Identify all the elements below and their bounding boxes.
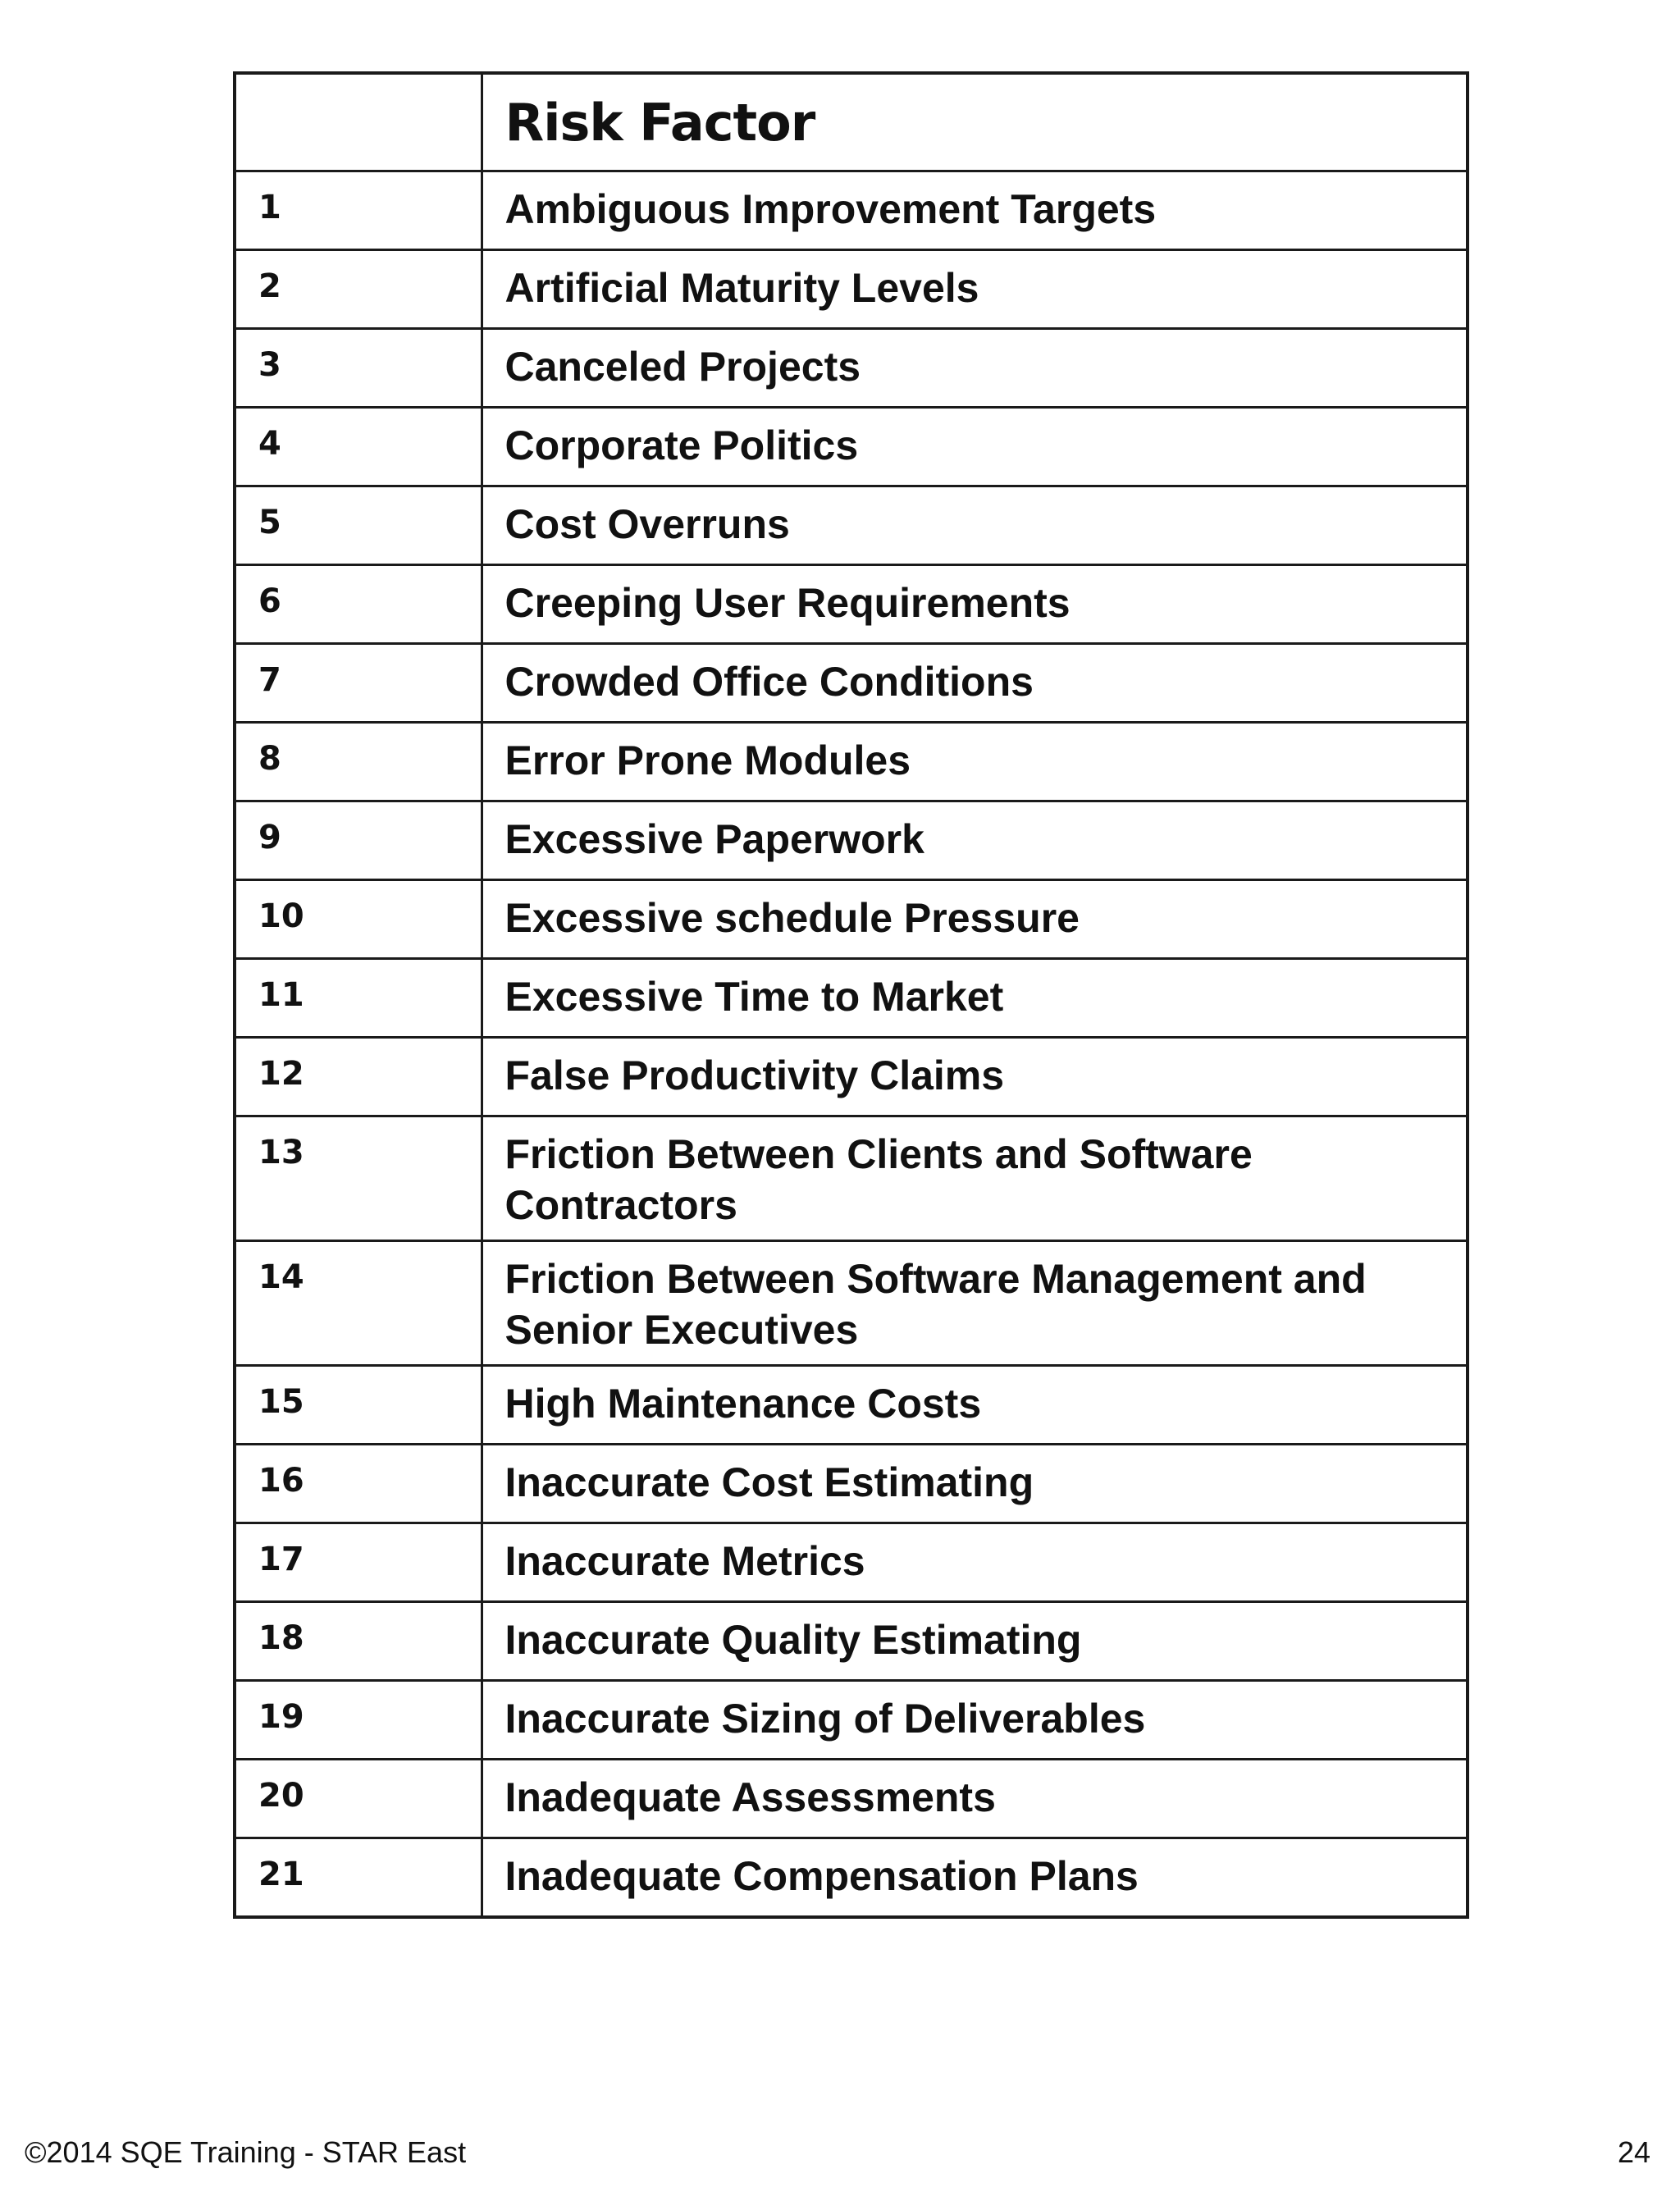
risk-factor-text: Excessive schedule Pressure (482, 880, 1468, 959)
risk-factor-table (233, 71, 1469, 1919)
table-row (235, 250, 1468, 329)
table-row (235, 959, 1468, 1038)
risk-factor-text: Friction Between Clients and Software Contractors (482, 1116, 1468, 1241)
row-number: 5 (235, 486, 482, 565)
row-number: 9 (235, 801, 482, 880)
row-number: 11 (235, 959, 482, 1038)
page-number: 24 (1617, 2135, 1650, 2169)
table-row (235, 1760, 1468, 1838)
table-row (235, 723, 1468, 801)
row-number: 18 (235, 1602, 482, 1681)
risk-factor-text: Crowded Office Conditions (482, 644, 1468, 723)
table-row (235, 880, 1468, 959)
risk-factor-text: Cost Overruns (482, 486, 1468, 565)
risk-factor-text: Inaccurate Sizing of Deliverables (482, 1681, 1468, 1760)
row-number: 19 (235, 1681, 482, 1760)
row-number: 4 (235, 408, 482, 486)
table-row (235, 644, 1468, 723)
table-row (235, 486, 1468, 565)
row-number: 20 (235, 1760, 482, 1838)
number-column-header (235, 73, 482, 171)
table-row (235, 1445, 1468, 1523)
table-row (235, 1038, 1468, 1116)
risk-factor-text: Error Prone Modules (482, 723, 1468, 801)
table-row (235, 1116, 1468, 1241)
risk-factor-text: High Maintenance Costs (482, 1366, 1468, 1445)
risk-factor-text: Corporate Politics (482, 408, 1468, 486)
row-number: 13 (235, 1116, 482, 1241)
row-number: 10 (235, 880, 482, 959)
row-number: 7 (235, 644, 482, 723)
table-row (235, 1366, 1468, 1445)
table-row (235, 565, 1468, 644)
row-number: 21 (235, 1838, 482, 1917)
risk-factor-text: Excessive Time to Market (482, 959, 1468, 1038)
risk-factor-text: Friction Between Software Management and Senior Executives (482, 1241, 1468, 1366)
risk-factor-text: Inadequate Compensation Plans (482, 1838, 1468, 1917)
risk-factor-column-header (482, 73, 1468, 171)
row-number: 8 (235, 723, 482, 801)
table-row (235, 171, 1468, 250)
risk-factor-text: Artificial Maturity Levels (482, 250, 1468, 329)
row-number: 14 (235, 1241, 482, 1366)
row-number: 6 (235, 565, 482, 644)
risk-factor-text: Excessive Paperwork (482, 801, 1468, 880)
risk-factor-header-label: Risk Factor (504, 92, 815, 153)
risk-factor-text: Canceled Projects (482, 329, 1468, 408)
row-number: 16 (235, 1445, 482, 1523)
row-number: 15 (235, 1366, 482, 1445)
risk-factor-text: False Productivity Claims (482, 1038, 1468, 1116)
risk-factor-text: Creeping User Requirements (482, 565, 1468, 644)
table-header-row (235, 73, 1468, 171)
risk-factor-text: Inaccurate Metrics (482, 1523, 1468, 1602)
risk-factor-text: Inaccurate Quality Estimating (482, 1602, 1468, 1681)
row-number: 1 (235, 171, 482, 250)
table-row (235, 329, 1468, 408)
table-row (235, 801, 1468, 880)
table-row (235, 1602, 1468, 1681)
footer-copyright: ©2014 SQE Training - STAR East (25, 2135, 467, 2169)
risk-factor-text: Inaccurate Cost Estimating (482, 1445, 1468, 1523)
table-row (235, 1241, 1468, 1366)
risk-factor-text: Ambiguous Improvement Targets (482, 171, 1468, 250)
table-row (235, 1838, 1468, 1917)
table-body (235, 171, 1468, 1917)
row-number: 2 (235, 250, 482, 329)
row-number: 12 (235, 1038, 482, 1116)
table-row (235, 1523, 1468, 1602)
table-row (235, 1681, 1468, 1760)
table-row (235, 408, 1468, 486)
row-number: 17 (235, 1523, 482, 1602)
risk-factor-text: Inadequate Assessments (482, 1760, 1468, 1838)
row-number: 3 (235, 329, 482, 408)
